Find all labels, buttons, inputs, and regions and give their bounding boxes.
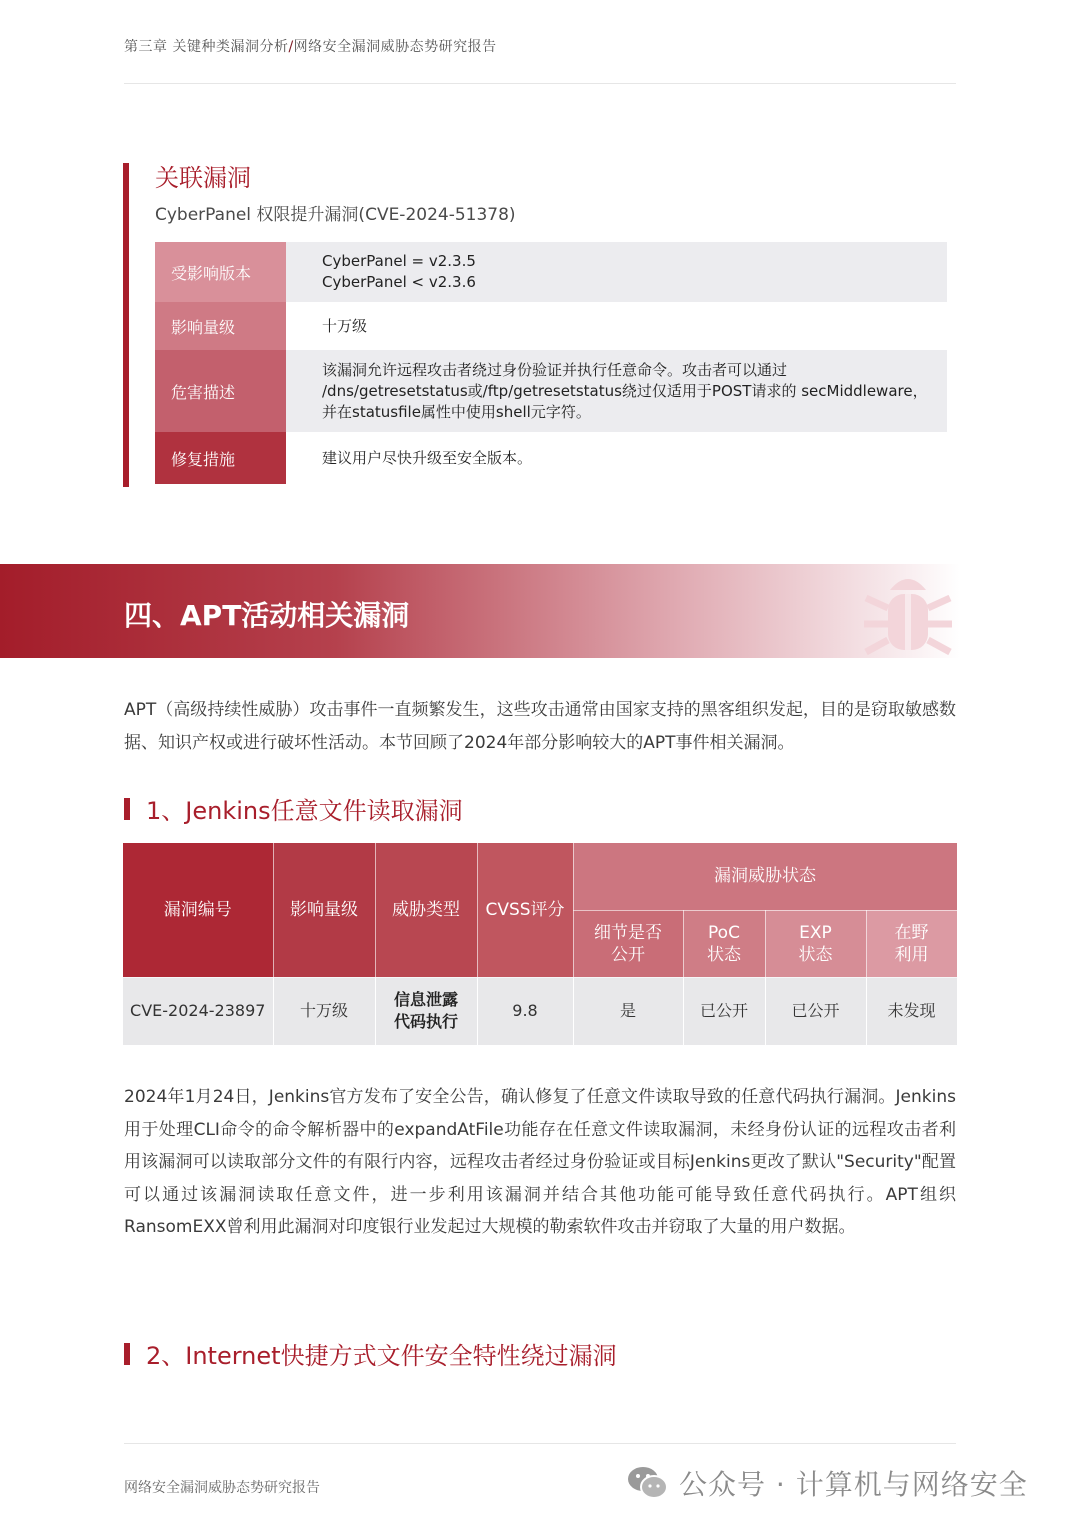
description-line: /dns/getresetstatus或/ftp/getresetstatus绕过仅适用于POST请求的 secMiddleware， [322, 381, 928, 400]
cell-scale: 十万级 [273, 977, 375, 1045]
header-separator: / [288, 39, 294, 55]
related-row-remediation [155, 432, 947, 484]
page-header [124, 36, 497, 56]
scale-line: 十万级 [322, 316, 368, 335]
heading-marker [124, 1343, 130, 1365]
header-cvss: CVSS评分 [477, 843, 573, 977]
threat-line: 代码执行 [393, 1012, 458, 1032]
footer-divider [124, 1443, 956, 1444]
header-line: 状态 [707, 944, 741, 965]
header-report: 网络安全漏洞威胁态势研究报告 [293, 39, 497, 55]
section-title: 四、APT活动相关漏洞 [124, 599, 410, 632]
related-label: 危害描述 [155, 350, 286, 432]
related-value [286, 302, 947, 350]
header-line: 状态 [798, 944, 833, 965]
cell-poc-status: 已公开 [683, 977, 765, 1045]
threat-line: 信息泄露 [393, 990, 458, 1010]
item2-heading-text: 2、Internet快捷方式文件安全特性绕过漏洞 [146, 1342, 617, 1370]
related-label: 影响量级 [155, 302, 286, 350]
header-line: EXP [799, 922, 832, 943]
related-accent-bar [123, 163, 129, 487]
item1-heading [124, 791, 463, 826]
header-threat-type: 威胁类型 [375, 843, 477, 977]
related-label: 修复措施 [155, 432, 286, 484]
related-row-affected-versions [155, 242, 947, 302]
header-threat-status: 漏洞威胁状态 [573, 843, 957, 910]
wechat-label: 公众号 · 计算机与网络安全 [679, 1468, 1028, 1501]
table-row [123, 977, 957, 1045]
section-intro: APT（高级持续性威胁）攻击事件一直频繁发生，这些攻击通常由国家支持的黑客组织发起，目的是窃取敏感数据、知识产权或进行破坏性活动。本节回顾了2024年部分影响较大的APT事件相关漏洞。 [124, 700, 956, 753]
header-line: PoC [708, 922, 740, 943]
related-row-description [155, 350, 947, 432]
cell-exp-status: 已公开 [765, 977, 866, 1045]
header-in-the-wild [866, 910, 957, 977]
heading-marker [124, 798, 130, 820]
cell-cvss: 9.8 [477, 977, 573, 1045]
related-row-scale [155, 302, 947, 350]
item1-heading-text: 1、Jenkins任意文件读取漏洞 [146, 797, 463, 825]
wechat-watermark [627, 1463, 1028, 1503]
related-subtitle: CyberPanel 权限提升漏洞(CVE-2024-51378) [155, 205, 516, 225]
header-detail-public [573, 910, 683, 977]
cve-table [123, 843, 958, 1045]
header-exp-status [765, 910, 866, 977]
header-poc-status [683, 910, 765, 977]
related-label: 受影响版本 [155, 242, 286, 302]
wechat-icon [627, 1465, 669, 1501]
bug-icon [860, 568, 956, 658]
description-line: 并在statusfile属性中使用shell元字符。 [322, 402, 591, 421]
cell-in-the-wild: 未发现 [866, 977, 957, 1045]
cell-cve-id: CVE-2024-23897 [123, 977, 273, 1045]
related-value [286, 432, 947, 484]
related-info-table [155, 242, 947, 484]
item2-heading [124, 1336, 617, 1371]
version-line: CyberPanel < v2.3.6 [322, 273, 476, 291]
item1-body: 2024年1月24日，Jenkins官方发布了安全公告，确认修复了任意文件读取导致的任意代码执行漏洞。Jenkins用于处理CLI命令的命令解析器中的expandAtFile功能存在任意文件读取漏洞，未经身份认证的远程攻击者利用该漏洞可以读取部分文件的有限行内容，远程攻击者经过身份验证或目标Jenkins更改了默认"Security"配置可以通过该漏洞读取任意文件，进一步利用该漏洞并结合其他功能可能导致任意代码执行。APT组织RansomEXX曾利用此漏洞对印度银行业发起过大规模的勒索软件攻击并窃取了大量的用户数据。 [124, 1087, 956, 1237]
footer-report: 网络安全漏洞威胁态势研究报告 [124, 1480, 320, 1496]
header-line: 利用 [894, 944, 929, 965]
version-line: CyberPanel = v2.3.5 [322, 252, 476, 270]
header-line: 公开 [611, 944, 645, 965]
cell-threat-type [375, 977, 477, 1045]
related-title: 关联漏洞 [155, 164, 251, 192]
header-line: 在野 [894, 922, 929, 943]
remediation-line: 建议用户尽快升级至安全版本。 [322, 448, 533, 467]
header-line: 细节是否 [594, 922, 662, 943]
description-line: 该漏洞允许远程攻击者绕过身份验证并执行任意命令。攻击者可以通过 [322, 360, 788, 379]
related-value [286, 242, 947, 302]
header-divider [124, 83, 956, 84]
header-cve-id: 漏洞编号 [123, 843, 273, 977]
related-value [286, 350, 947, 432]
header-scale: 影响量级 [273, 843, 375, 977]
cell-detail-public: 是 [573, 977, 683, 1045]
header-chapter: 第三章 关键种类漏洞分析 [124, 39, 289, 55]
